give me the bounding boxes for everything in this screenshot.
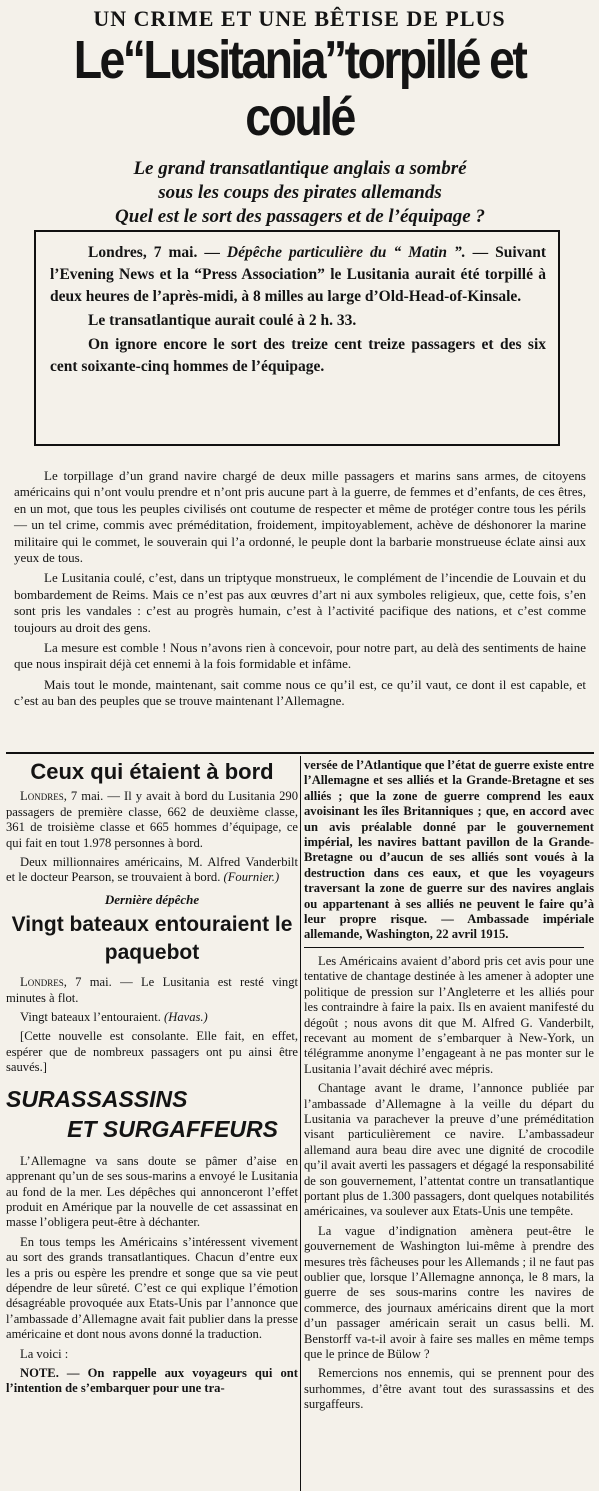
- note-text: — On rappelle aux voyageurs qui ont l’intention de s’embarquer pour une tra-: [6, 1365, 298, 1396]
- dispatch-source: Dépêche particulière du “ Matin ”.: [226, 244, 466, 261]
- deck: [20, 157, 580, 229]
- kicker: UN CRIME ET UNE BÊTISE DE PLUS: [93, 6, 506, 31]
- last-dispatch-label: Dernière dépêche: [104, 891, 200, 907]
- heading-surassassins-line-1: SURASSASSINS: [6, 1085, 188, 1112]
- intro-paragraph: Mais tout le monde, maintenant, sait comme nous ce qu’il est, ce qu’il vaut, ce dont il est capable, et c’est au ban des peuples que se trouve maintenant l’Allemagne.: [14, 676, 586, 709]
- heading-surassassins-line-2: ET SURGAFFEURS: [67, 1115, 278, 1142]
- right-column: [304, 758, 594, 1417]
- boats-text: , 7 mai. — Le Lusitania est resté vingt minutes à flot.: [6, 975, 298, 1005]
- source-credit: (Fournier.): [223, 870, 280, 885]
- boats-paragraph-2: [6, 1010, 298, 1025]
- boats-text-2: Vingt bateaux l’entouraient.: [20, 1010, 161, 1025]
- notice-rule: [304, 947, 584, 948]
- aboard-paragraph-1: [6, 789, 298, 851]
- headline: Le“Lusitania”torpillé et coulé: [73, 30, 526, 147]
- section-rule: [6, 752, 594, 754]
- note-paragraph: [6, 1366, 298, 1397]
- dispatch-paragraph-1: [50, 242, 546, 308]
- heading-surassassins: [6, 1084, 298, 1144]
- heading-aboard: Ceux qui étaient à bord: [30, 759, 274, 784]
- boats-paragraph-1: [6, 975, 298, 1006]
- surassassins-paragraph-3: La voici :: [20, 1346, 69, 1361]
- dispatch-paragraph-2: Le transatlantique aurait coulé à 2 h. 33.: [88, 312, 357, 329]
- intro-paragraph: La mesure est comble ! Nous n’avons rien à concevoir, pour notre part, au delà des sentiments de haine que nous inspirait déjà cet ennemi à la fois formidable et infâme.: [14, 640, 586, 672]
- surassassins-paragraph-1: L’Allemagne va sans doute se pâmer d’aise en apprenant qu’un de ses sous-marins a envoyé le Lusitania au fond de la mer. Les dépêches qui annonceront l’effet produit en Amérique par la nouvelle de cet assassinat en masse l’obligera peut-être à déchanter.: [6, 1153, 298, 1230]
- intro-paragraph: Le Lusitania coulé, c’est, dans un triptyque monstrueux, le complément de l’incendie de Louvain et du bombardement de Reims. Mais ce n’est pas aux œuvres d’art ni aux symboles religieux, que, cette fois, s’en sont pris les vandales : c’est au progrès humain, c’est à l’activité pacifique des nations, et c’est comme toujours au droit des gens.: [14, 570, 586, 635]
- aboard-paragraph-2: [6, 855, 298, 886]
- intro-paragraph: Le torpillage d’un grand navire chargé de deux mille passagers et marins sans armes, de citoyens américains qui n’ont voulu prendre et n’ont pris aucune part à la guerre, de femmes et d’enfants, de ces êtres, en un mot, que tous les peuples civilisés ont coutume de respecter et même de protéger contre tous les périls — un tel crime, commis avec préméditation, froidement, impitoyablement, achève de déshonorer la marine militaire qui le commet, le souverain qui l’a ordonné, le peuple dont la barbarie monstrueuse éclate ainsi aux yeux de tous.: [14, 468, 586, 566]
- left-column: [6, 758, 298, 1401]
- aboard-text: , 7 mai. — Il y avait à bord du Lusitania 290 passagers de première classe, 662 de deuxième classe, 361 de troisième classe et 665 hommes d’équipage, ce qui fait en tout 1.978 personnes à bord.: [6, 789, 298, 850]
- column-rule: [300, 756, 301, 1491]
- embassy-notice: versée de l’Atlantique que l’état de guerre existe entre l’Allemagne et ses alliés et la Grande-Bretagne et ses alliés ; que la zone de guerre comprend les eaux avoisinant les îles Britanniques ; que, en accord avec un avis préalable donné par le gouvernement impérial, les navires battant pavillon de la Grande-Bretagne ou d’aucun de ses alliés sont voués à la destruction dans ces eaux, et que les voyageurs traversant la zone de guerre sur des navires anglais ou appartenant à ses alliés ne peuvent le faire qu’à leur propre risque. — Ambassade impériale allemande, Washington, 22 avril 1915.: [304, 758, 594, 942]
- surassassins-paragraph-2: En tous temps les Américains s’intéressent vivement au sort des grands transatlantiques. Chacun d’entre eux les a pris ou espère les prendre et songe que sa vie peut dépendre de leur sûreté. C’est ce qui explique l’émotion désagréable provoquée aux Etats-Unis par l’annonce que l’ambassade d’Allemagne avait fait publier dans la presse américaine et dont nous avons donné la traduction.: [6, 1234, 298, 1342]
- right-paragraph-5: Remercions nos ennemis, qui se prennent pour des surhommes, d’être avant tout des surassassins et des surgaffeurs.: [304, 1366, 594, 1412]
- boats-paragraph-3: [Cette nouvelle est consolante. Elle fait, en effet, espérer que de nombreux passagers ont pu ainsi être sauvés.]: [6, 1029, 298, 1075]
- right-paragraph-3: Chantage avant le drame, l’annonce publiée par l’ambassade d’Allemagne à la veille du départ du Lusitania va parachever la preuve d’une préméditation visant particulièrement ce navire. L’ambassadeur allemand aura beau dire avec une dignité de crocodile qu’il avait averti les passagers et dégagé la responsabilité de son gouvernement, l’attentat contre un transatlantique portant plus de 1.300 passagers, dont quelques notabilités américaines, va soulever aux Etats-Unis une tempête.: [304, 1081, 594, 1219]
- source-credit: (Havas.): [164, 1010, 208, 1025]
- deck-line-1: Le grand transatlantique anglais a sombré: [133, 158, 467, 179]
- deck-line-2: sous les coups des pirates allemands: [158, 182, 442, 203]
- dispatch-dateline: Londres, 7 mai. —: [88, 244, 227, 261]
- right-paragraph-4: La vague d’indignation amènera peut-être le gouvernement de Washington lui-même à prendre des mesures très fâcheuses pour les Allemands ; il ne faut pas oublier que, lorsque l’Allemagne annonça, le 8 mars, la guerre de ses sous-marins contre les navires de commerce, des journaux américains dirent que la mort d’un passager américain serait un casus belli. M. Benstorff va-t-il avoir à faire ses malles en même temps que le prince de Bülow ?: [304, 1223, 594, 1362]
- dateline: Londres: [20, 975, 64, 990]
- deck-line-3: Quel est le sort des passagers et de l’équipage ?: [115, 206, 485, 227]
- dispatch-text: — Suivant l’Evening News et la “Press Association” le Lusitania aurait été torpillé à deux heures de l’après-midi, à 8 milles au large d’Old-Head-of-Kinsale.: [50, 244, 546, 305]
- aboard-text-2: Deux millionnaires américains, M. Alfred Vanderbilt et le docteur Pearson, se trouvaient à bord.: [6, 855, 298, 885]
- note-label: NOTE.: [20, 1365, 59, 1380]
- right-paragraph-2: Les Américains avaient d’abord pris cet avis pour une tentative de chantage destinée à les amener à adopter une politique de pression sur l’Angleterre et les alliés pour les contraindre à faire la paix. Ils en avaient manifesté du dégoût ; nous avons dit que M. Alfred G. Vanderbilt, recevant au moment de s’embarquer à New-York, un télégramme anonyme l’engageant à ne pas monter sur le Lusitania l’avait déchiré avec mépris.: [304, 953, 594, 1076]
- dateline: Londres: [20, 789, 64, 804]
- heading-twenty-boats: Vingt bateaux entouraient le paquebot: [11, 913, 293, 965]
- dispatch-paragraph-3: On ignore encore le sort des treize cent treize passagers et des six cent soixante-cinq hommes de l’équipage.: [50, 336, 546, 375]
- dispatch-box: [34, 230, 560, 446]
- intro-article: [14, 468, 586, 714]
